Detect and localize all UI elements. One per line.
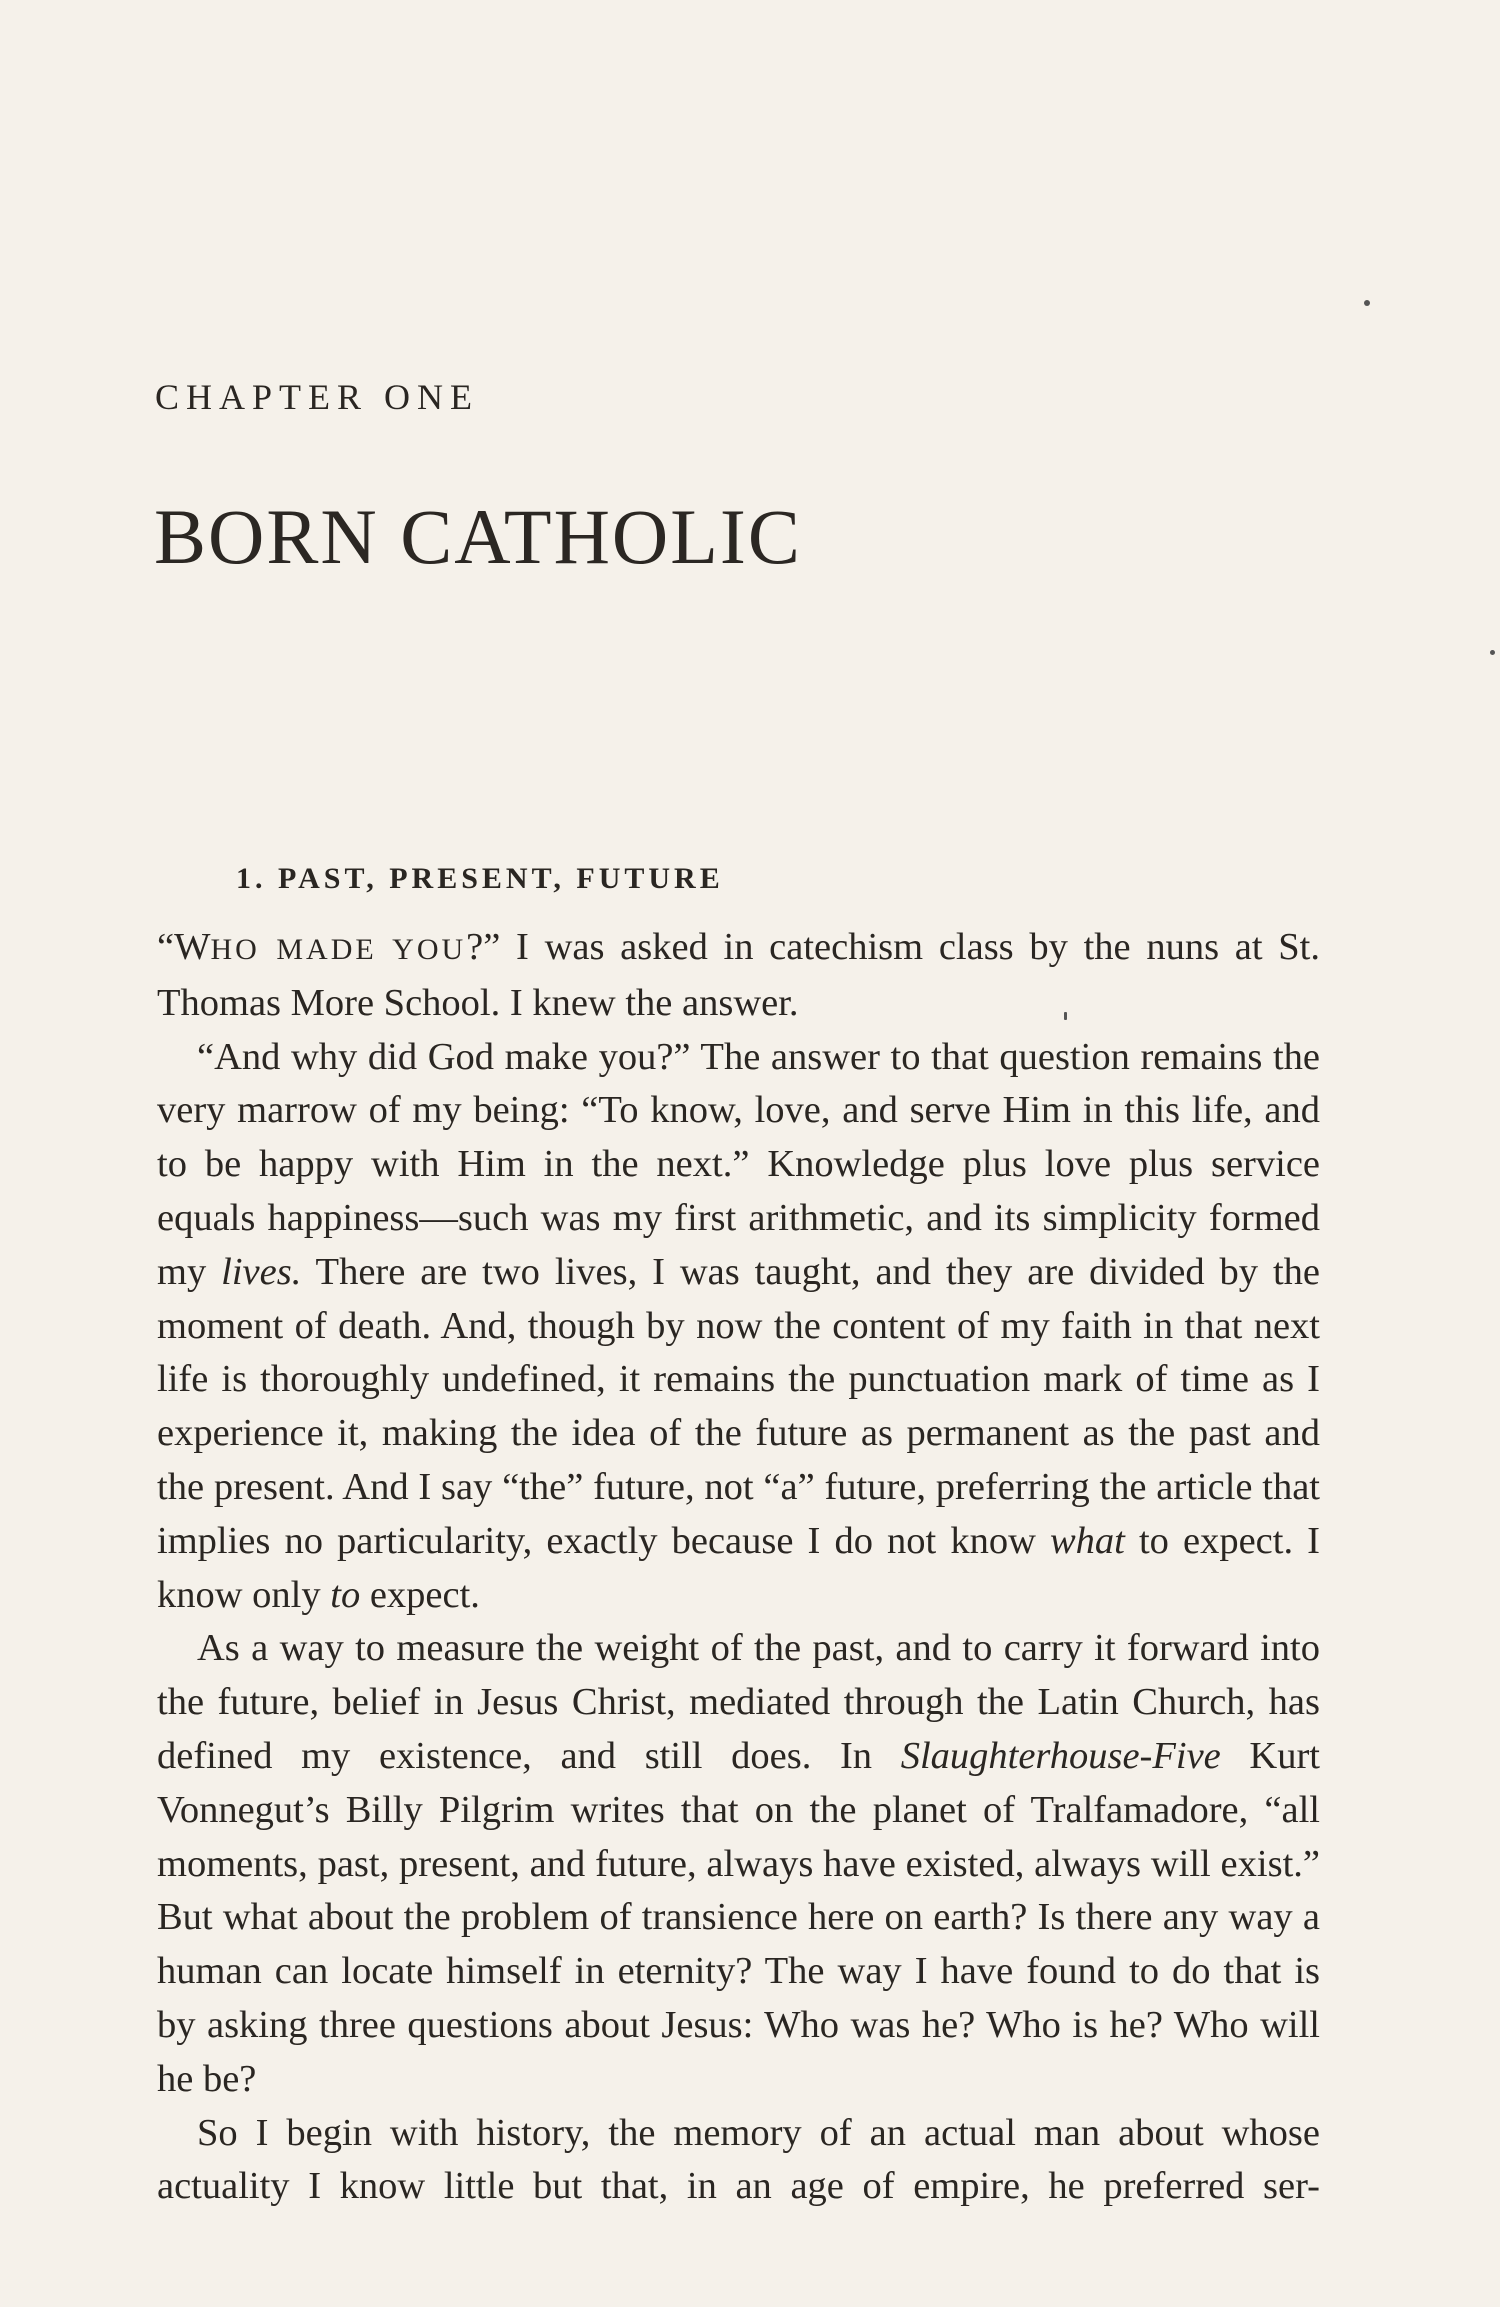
paragraph-3-text-a: As a way to measure the weight of the past, and to carry it forward into the future, belief in Jesus Christ, mediated through the Latin Church, has defined my existence, and still does. In — [157, 1627, 1320, 1777]
paragraph-3 — [157, 1622, 1320, 2106]
paragraph-4: So I begin with history, the memory of an actual man about whose actuality I know little but that, in an age of empire, he preferred ser- — [157, 2111, 1320, 2208]
paragraph-3-text-b: Kurt Vonnegut’s Billy Pilgrim writes that on the planet of Tralfamadore, “all moments, past, present, and future, always have existed, always will exist.” But what about the problem of transience here on earth? Is there any way a human can locate himself in eternity? The way I have found to do that is by asking three questions about Jesus: Who was he? Who is he? Who will he be? — [157, 1734, 1320, 2100]
smallcaps-question: HO MADE YOU — [210, 933, 467, 966]
open-quote: “W — [157, 926, 211, 968]
emphasis-what: what — [1049, 1519, 1125, 1562]
paragraph-1-text: ?” I was asked in catechism class by the nuns at St. Thomas More School. I knew the answer. — [157, 926, 1320, 1024]
emphasis-to: to — [330, 1573, 361, 1616]
emphasis-lives: lives. — [221, 1250, 302, 1293]
chapter-label: CHAPTER ONE — [155, 377, 480, 417]
paragraph-2 — [157, 1031, 1320, 1623]
chapter-title: BORN CATHOLIC — [154, 493, 802, 580]
paragraph-2-text-a: “And why did God make you?” The answer to that question remains the very marrow of my being: “To know, love, and serve Him in this life, and to be happy with Him in the next.” Knowledge plus love plus service equals happiness—such was my first arithmetic, and its simplicity formed my — [157, 1035, 1320, 1293]
paragraph-2-text-c: to expect. I know only — [157, 1519, 1320, 1616]
book-title: Slaughterhouse-Five — [900, 1734, 1221, 1777]
page-speck — [1064, 1012, 1067, 1020]
page-speck — [1490, 650, 1495, 655]
page-speck — [1364, 300, 1370, 306]
paragraph-2-text-d: expect. — [360, 1573, 480, 1616]
body-text — [157, 921, 1320, 2214]
paragraph-1 — [157, 921, 1320, 1031]
section-heading: 1. PAST, PRESENT, FUTURE — [236, 862, 724, 895]
paragraph-2-text-b: There are two lives, I was taught, and they are divided by the moment of death. And, though by now the content of my faith in that next life is thoroughly undefined, it remains the punctuation mark of time as I experience it, making the idea of the future as permanent as the past and the present. And I say “the” future, not “a” future, preferring the article that implies no particularity, exactly because I do not know — [157, 1250, 1321, 1562]
